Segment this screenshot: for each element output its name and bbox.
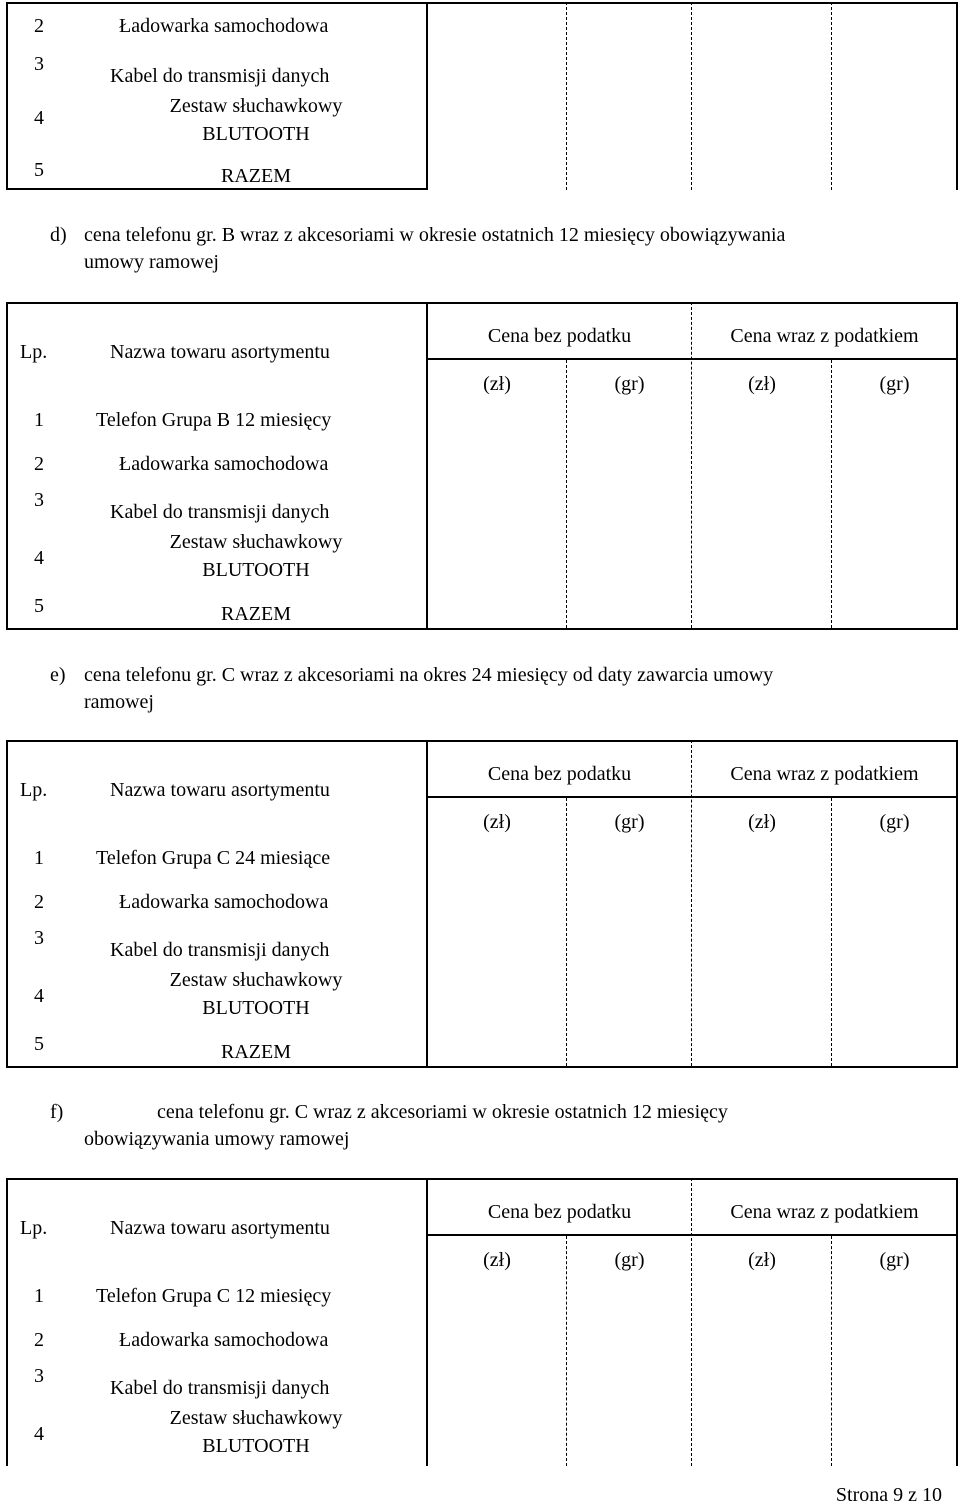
header-zl: (zł) [483, 811, 511, 833]
total-label: RAZEM [221, 1041, 291, 1063]
section-e-text: cena telefonu gr. C wraz z akcesoriami na okres 24 miesięcy od daty zawarcia umowy [84, 664, 774, 686]
header-gr: (gr) [614, 811, 645, 833]
page-number: Strona 9 z 10 [835, 1484, 942, 1506]
row-lp: 3 [34, 927, 44, 949]
row-name: BLUTOOTH [202, 559, 310, 581]
row-name: Telefon Grupa C 24 miesiące [96, 847, 331, 869]
row-name: Zestaw słuchawkowy [169, 1407, 343, 1429]
row-lp: 4 [34, 1423, 44, 1445]
row-lp: 5 [34, 1033, 44, 1055]
row-lp: 3 [34, 53, 44, 75]
header-zl: (zł) [483, 373, 511, 395]
section-f-text: obowiązywania umowy ramowej [84, 1128, 350, 1150]
row-name: Kabel do transmisji danych [110, 501, 330, 523]
row-name: Kabel do transmisji danych [110, 939, 330, 961]
row-lp: 5 [34, 595, 44, 617]
section-d-marker: d) [50, 224, 67, 246]
header-lp: Lp. [20, 779, 48, 801]
header-gross: Cena wraz z podatkiem [730, 1201, 919, 1223]
section-e-marker: e) [50, 664, 66, 686]
row-lp: 3 [34, 1365, 44, 1387]
row-lp: 1 [34, 847, 44, 869]
table-d [6, 302, 958, 630]
row-name: Zestaw słuchawkowy [169, 95, 343, 117]
section-f-text: cena telefonu gr. C wraz z akcesoriami w okresie ostatnich 12 miesięcy [157, 1101, 728, 1123]
total-label: RAZEM [221, 165, 291, 187]
row-name: Zestaw słuchawkowy [169, 969, 343, 991]
row-name: Ładowarka samochodowa [119, 1329, 329, 1351]
row-lp: 4 [34, 985, 44, 1007]
header-gr: (gr) [879, 1249, 910, 1271]
header-name: Nazwa towaru asortymentu [110, 341, 330, 363]
row-name: Telefon Grupa B 12 miesięcy [96, 409, 332, 431]
header-gr: (gr) [879, 373, 910, 395]
section-d-text: umowy ramowej [84, 251, 219, 273]
row-lp: 2 [34, 15, 44, 37]
total-label: RAZEM [221, 603, 291, 625]
row-name: Kabel do transmisji danych [110, 65, 330, 87]
row-name: Kabel do transmisji danych [110, 1377, 330, 1399]
row-lp: 2 [34, 891, 44, 913]
row-lp: 1 [34, 409, 44, 431]
header-net: Cena bez podatku [487, 1201, 632, 1223]
table-f [6, 1178, 958, 1466]
row-name: Telefon Grupa C 12 miesięcy [96, 1285, 332, 1307]
table-c-partial [6, 2, 958, 190]
header-name: Nazwa towaru asortymentu [110, 779, 330, 801]
row-lp: 2 [34, 453, 44, 475]
row-lp: 4 [34, 547, 44, 569]
row-name: Ładowarka samochodowa [119, 453, 329, 475]
section-d-text: cena telefonu gr. B wraz z akcesoriami w okresie ostatnich 12 miesięcy obowiązywania [84, 224, 786, 246]
row-lp: 4 [34, 107, 44, 129]
header-gr: (gr) [879, 811, 910, 833]
header-zl: (zł) [748, 373, 776, 395]
section-e-text: ramowej [84, 691, 154, 713]
row-name: BLUTOOTH [202, 997, 310, 1019]
row-lp: 3 [34, 489, 44, 511]
header-net: Cena bez podatku [487, 325, 632, 347]
section-f-marker: f) [50, 1101, 64, 1123]
header-zl: (zł) [748, 1249, 776, 1271]
header-gross: Cena wraz z podatkiem [730, 763, 919, 785]
header-net: Cena bez podatku [487, 763, 632, 785]
row-name: BLUTOOTH [202, 1435, 310, 1457]
row-name: BLUTOOTH [202, 123, 310, 145]
header-lp: Lp. [20, 341, 48, 363]
header-zl: (zł) [748, 811, 776, 833]
row-name: Ładowarka samochodowa [119, 891, 329, 913]
header-gross: Cena wraz z podatkiem [730, 325, 919, 347]
header-gr: (gr) [614, 373, 645, 395]
header-lp: Lp. [20, 1217, 48, 1239]
row-name: Zestaw słuchawkowy [169, 531, 343, 553]
row-lp: 2 [34, 1329, 44, 1351]
table-e [6, 740, 958, 1068]
row-lp: 5 [34, 159, 44, 181]
row-lp: 1 [34, 1285, 44, 1307]
header-name: Nazwa towaru asortymentu [110, 1217, 330, 1239]
row-name: Ładowarka samochodowa [119, 15, 329, 37]
header-gr: (gr) [614, 1249, 645, 1271]
header-zl: (zł) [483, 1249, 511, 1271]
